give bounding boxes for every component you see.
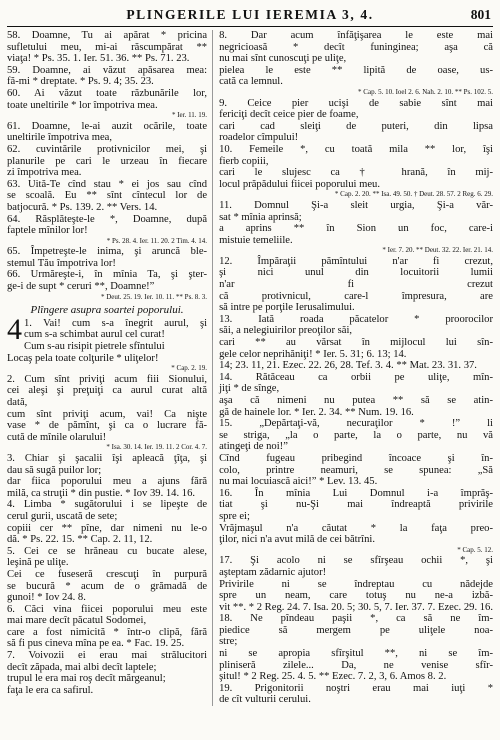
text-line: cum s-a schimbat aurul cel curat! [24, 329, 165, 341]
text-line: gele celor neprihăniţi! * Ier. 5. 31; 6. 13; 14. [219, 348, 407, 360]
text-line: cută de mînile olarului! [7, 431, 107, 443]
text-line: 8. Dar acum înfăţişarea le este mai [219, 30, 493, 41]
right-column-verses [219, 30, 493, 706]
text-line: leşină pe uliţe. [7, 557, 69, 569]
text-line: cată ca lemnul. [219, 76, 283, 88]
text-line: Cei ce fuseseră crescuţi în purpură [7, 568, 208, 580]
text-line: trupul le era mai roş decît mărgeanul; [7, 673, 166, 685]
text-line: atingeţi de noi!” [219, 441, 288, 453]
text-line: gă de hainele lor. * Ier. 2. 34. ** Num. 19. 16. [219, 406, 414, 418]
text-line: 13. Iată roada păcatelor * proorocilor [219, 313, 493, 325]
text-line: copiii cer ** pîne, dar nimeni nu le-o [7, 522, 208, 534]
text-line: 14; 23. 11, 21. Ezec. 22. 26, 28. Tef. 3. 4. ** Mat. 23. 31. 37. [219, 360, 477, 372]
text-line: de cît vulturii cerului. [219, 694, 311, 706]
text-line: faptele mînilor lor! [7, 225, 88, 237]
text-line: se bucură * acum de o grămadă de [7, 580, 208, 592]
text-line: decît zăpada, mai albi decît laptele; [7, 661, 157, 673]
text-line: stemul Tău împotriva lor! [7, 257, 116, 269]
text-line: gunoi! * Iov 24. 8. [7, 592, 86, 604]
left-column [7, 30, 213, 706]
text-line: sufletului meu, mi-ai răscumpărat ** [7, 41, 208, 53]
text-line: săi, a nelegiuirilor preoţilor săi, [219, 325, 353, 337]
text-line: cum sînt priviţi acum, vai! Ca nişte [7, 408, 208, 420]
text-line: piedice să mergem pe uliţele noa- [219, 624, 493, 636]
text-line: să fi pus cineva mîna pe ea. * Fac. 19. 25. [7, 638, 185, 650]
text-line: zi împotriva mea. [7, 167, 82, 179]
text-line: nu mai sînt cunoscuţi pe uliţe, [219, 53, 347, 65]
text-line: 64. Răsplăteşte-le *, Doamne, după [7, 213, 208, 225]
section-heading: Plîngere asupra soartei poporului. [30, 304, 184, 317]
text-line: * Cap. 2. 19. [171, 364, 208, 373]
text-line: 12. Împăraţii pămîntului n'ar fi crezut, [219, 255, 493, 267]
text-line: Privirile ni se îndreptau cu nădejde [219, 578, 493, 590]
text-line: ge-i de supt * ceruri **, Doamne!” [7, 281, 155, 293]
text-line: 19. Prigonitorii noştri erau mai iuţi * [219, 682, 493, 694]
text-columns [7, 30, 493, 706]
text-line: 3. Chiar şi şacalii îşi apleacă ţîţa, şi [7, 452, 208, 464]
text-line: că protivnicul, care-l împresura, are [219, 290, 493, 302]
text-line: 10. Femeile *, cu toată mila ** lor, îşi [219, 143, 493, 155]
text-line: * Ier. 11. 19. [171, 111, 208, 120]
text-line: negricioasă * decît funinginea; aşa că [219, 41, 493, 53]
running-title: PLINGERILE LUI IEREMIA 3, 4. [126, 7, 374, 22]
text-line: 11. Domnul Şi-a sleit urgia, Şi-a văr- [219, 199, 493, 211]
text-line: * Cap. 2. 20. ** Isa. 49. 50. † Deut. 28. 57. 2 Reg. 6. 29. [334, 190, 493, 199]
text-line: pliniseră zilele... Da, ne venise sfîr- [219, 659, 493, 671]
right-column [219, 30, 493, 706]
text-line: stre; [219, 636, 238, 648]
text-line: ţilor, nici n'a avut milă de cei bătrîni. [219, 534, 375, 546]
text-line: milă, ca struţii * din pustie. * Iov 39. 14. 16. [7, 487, 196, 499]
text-line: n'ar fi crezut [219, 279, 493, 291]
text-line: jiţi * de sînge, [219, 383, 280, 395]
text-line: Cînd fugeau pribegind încoace şi în- [219, 452, 493, 464]
text-line: cari cad sleiţi de puteri, din lipsa [219, 120, 493, 132]
text-line: 15. „Depărtaţi-vă, necuraţilor * !” li [219, 418, 493, 430]
text-line: 4. Limba * sugătorului i se lipeşte de [7, 499, 208, 511]
text-line: cari ** au vărsat în mijlocul lui sîn- [219, 337, 493, 349]
text-line: * Ier. 7. 20. ** Deut. 32. 22. Ier. 21. 14. [382, 246, 493, 255]
text-line: faţa le era ca safirul. [7, 684, 94, 696]
text-line: fericiţi decît ceice pier de foame, [219, 109, 359, 121]
text-line: * Ps. 28. 4. Ier. 11. 20. 2 Tim. 4. 14. [106, 236, 208, 245]
text-line: 65. Împetreşte-le inima, şi aruncă ble- [7, 246, 208, 258]
chapter-start [7, 312, 208, 353]
text-line: 59. Doamne, ai văzut apăsarea mea: [7, 64, 208, 76]
text-line: se striga, „la o parte, la o parte, nu vă [219, 429, 493, 441]
text-line: tiat şi nu-Şi mai îndreaptă privirile [219, 499, 493, 511]
text-line: care a fost nimicită * într-o clipă, fără [7, 626, 208, 638]
left-column-verses [7, 30, 207, 302]
text-line: viaţa! * Ps. 35. 1. Ier. 51. 36. ** Ps. 71. 23. [7, 53, 190, 65]
text-line: să intre pe porţile Ierusalimului. [219, 302, 355, 314]
text-line: 63. Uită-Te cînd stau * ei jos sau cînd [7, 178, 208, 190]
text-line: 7. Voivozii ei erau mai strălucitori [7, 650, 208, 662]
text-line: cerul gurii, uscată de sete; [7, 510, 118, 522]
text-line: nu mai locuiască aici!” * Lev. 13. 45. [219, 476, 378, 488]
text-line: toate uneltirile * lor împotriva mea. [7, 99, 158, 111]
text-line: 9. Ceice pier ucişi de sabie sînt mai [219, 97, 493, 109]
text-line: 2. Cum sînt priviţi acum fiii Sionului, [7, 373, 208, 385]
text-line: fă-mi * dreptate. * Ps. 9. 4; 35. 23. [7, 76, 154, 88]
text-line: ni se apropia sfîrşitul **, ni se îm- [219, 648, 493, 660]
page-header [7, 6, 493, 27]
text-line: se scoală. Eu ** sînt cîntecul lor de [7, 190, 208, 202]
text-line: aşteptam zădarnic ajutor! [219, 566, 327, 578]
text-line: 6. Căci vina fiicei poporului meu este [7, 603, 208, 615]
text-line: dată, [7, 397, 28, 408]
text-line: 58. Doamne, Tu ai apărat * pricina [7, 30, 208, 41]
text-line: Cum s-au risipit pietrele sfîntului [24, 341, 165, 353]
text-line: 61. Doamne, le-ai auzit ocările, toate [7, 120, 208, 132]
text-line: Vrăjmaşul n'a căutat * la faţa preo- [219, 522, 493, 534]
text-line: 62. cuvintările protivnicilor mei, şi [7, 143, 208, 155]
text-line: colo, printre neamuri, se spunea: „Să [219, 464, 493, 476]
chapter-dropcap: 4 [7, 312, 22, 346]
text-line: roadelor cîmpului! [219, 132, 299, 144]
text-line: mai mare decît păcatul Sodomei, [7, 615, 147, 627]
text-line: sat * mînia aprinsă; [219, 211, 302, 223]
text-line: * Cap. 5. 10. Ioel 2. 6. Nah. 2. 10. ** Ps. 102. 5. [358, 87, 493, 96]
text-line: dar fiica poporului meu a ajuns fără [7, 476, 208, 488]
text-line: Locaş pela toate colţurile * uliţelor! [7, 352, 159, 364]
text-line: dau să sugă puilor lor; [7, 464, 102, 476]
dropcap-lines [24, 318, 207, 353]
text-line: * Cap. 5. 12. [457, 545, 493, 554]
text-line: 14. Rătăceau ca orbii pe uliţe, mîn- [219, 371, 493, 383]
text-line: şi nici unul din locuitorii lumii [219, 267, 493, 279]
text-line: a aprins ** în Sion un foc, care-i [219, 223, 493, 235]
text-line: cari le slujesc ca † hrană, în mij- [219, 167, 493, 179]
text-line: fierb copiii, [219, 155, 269, 167]
left-column-verses-continued [7, 353, 207, 697]
text-line: cei aleşi şi preţuiţi ca aurul curat altă [7, 385, 208, 397]
text-line: * Deut. 25. 19. Ier. 10. 11. ** Ps. 8. 3. [100, 292, 208, 301]
text-line: 17. Şi acolo ni se sfîrşeau ochii *, şi [219, 555, 493, 567]
text-line: * Isa. 30. 14. Ier. 19. 11. 2 Cor. 4. 7. [106, 443, 208, 452]
text-line: uneltirile împotriva mea, [7, 132, 113, 144]
text-line: locul prăpădului fiicei poporului meu. [219, 178, 380, 190]
text-line: 18. Ne pîndeau paşii *, ca să ne îm- [219, 613, 493, 625]
text-line: vase * de pămînt, şi ca o lucrare fă- [7, 420, 208, 432]
text-line: spre un neam, care totuş nu ne-a izbă- [219, 590, 493, 602]
text-line: 1. Vai! cum s-a înegrit aurul, şi [24, 317, 208, 329]
text-line: 60. Ai văzut toate răzbunările lor, [7, 87, 208, 99]
text-line: mistuie temeliile. [219, 234, 293, 246]
text-line: dă. * Ps. 22. 15. ** Cap. 2. 11, 12. [7, 534, 153, 546]
text-line: aşa că nimeni nu putea ** să se atin- [219, 395, 493, 406]
text-line: pielea le este ** lipită de oase, us- [219, 64, 493, 76]
page-number: 801 [470, 7, 491, 22]
text-line: şitul! * 2 Reg. 25. 4. 5. ** Ezec. 7. 2, 3, 6. Amos 8. 2. [219, 671, 447, 683]
text-line: 16. În mînia Lui Domnul i-a împrăş- [219, 487, 493, 499]
text-line: planurile pe cari le urzeau în fiecare [7, 155, 208, 167]
text-line: 66. Urmăreşte-i, în mînia Ta, şi şter- [7, 269, 208, 281]
text-line: vit **. * 2 Reg. 24. 7. Isa. 20. 5; 30. 5, 7. Ier. 37. 7. Ezec. 29. 16. [219, 601, 493, 613]
text-line: spre ei; [219, 510, 250, 522]
text-line: batjocură. * Ps. 139. 2. ** Vers. 14. [7, 201, 158, 213]
text-line: 5. Cei ce se hrăneau cu bucate alese, [7, 545, 208, 557]
